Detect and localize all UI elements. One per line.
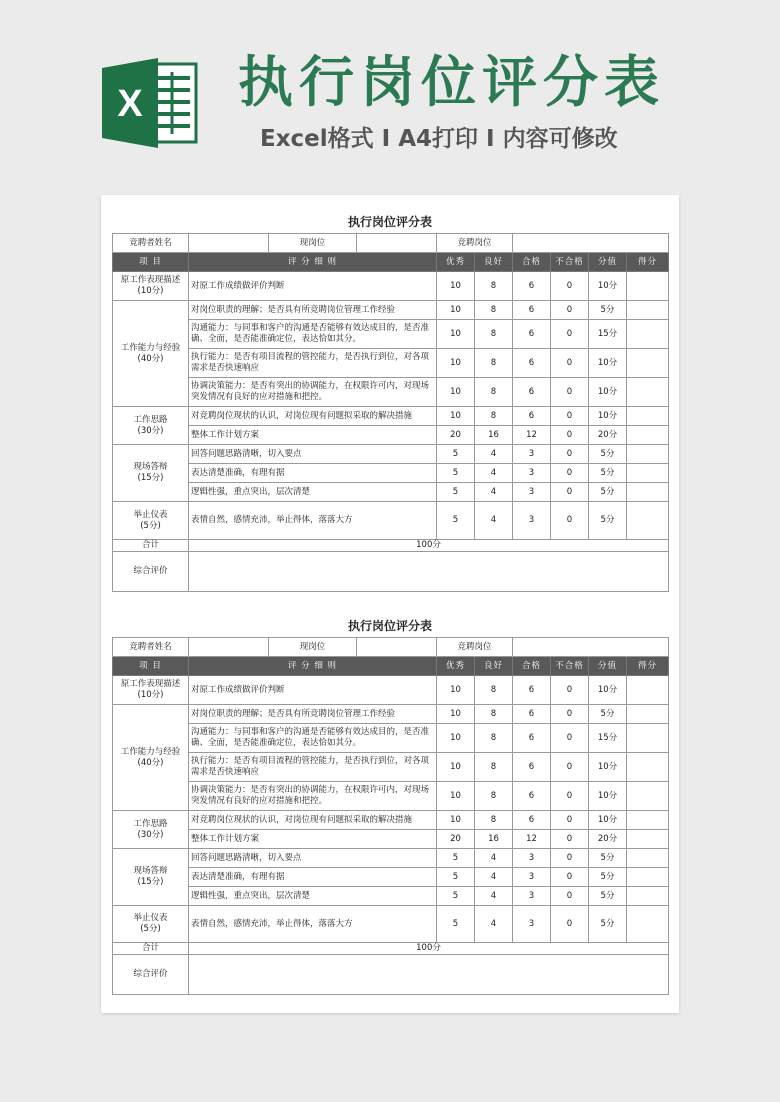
svg-text:X: X [117, 83, 143, 125]
criteria-cell: 对原工作成绩做评价判断 [189, 676, 437, 705]
good-cell: 16 [475, 426, 513, 445]
table-row [113, 483, 669, 502]
total-value: 100分 [189, 540, 669, 552]
table-row [113, 502, 669, 540]
excellent-cell: 10 [437, 753, 475, 782]
result-cell[interactable] [627, 378, 669, 407]
pass-cell: 6 [513, 705, 551, 724]
criteria-cell: 表情自然，感情充沛，举止得体，落落大方 [189, 906, 437, 943]
category-cell: 举止仪表 (5分) [113, 502, 189, 540]
fail-cell: 0 [551, 676, 589, 705]
criteria-cell: 沟通能力：与同事和客户的沟通是否能够有效达成目的，是否准确、全面，是否能准确定位，表达恰如其分。 [189, 724, 437, 753]
excellent-cell: 10 [437, 676, 475, 705]
table-row [113, 349, 669, 378]
fail-cell: 0 [551, 349, 589, 378]
excellent-cell: 5 [437, 887, 475, 906]
result-cell[interactable] [627, 782, 669, 811]
fail-cell: 0 [551, 868, 589, 887]
page-subtitle: Excel格式 I A4打印 I 内容可修改 [260, 126, 618, 152]
criteria-cell: 逻辑性强，重点突出，层次清楚 [189, 483, 437, 502]
excellent-cell: 5 [437, 849, 475, 868]
criteria-cell: 对原工作成绩做评价判断 [189, 272, 437, 301]
result-cell[interactable] [627, 887, 669, 906]
good-cell: 4 [475, 483, 513, 502]
score-cell: 10分 [589, 378, 627, 407]
good-cell: 4 [475, 849, 513, 868]
score-cell: 5分 [589, 464, 627, 483]
good-cell: 16 [475, 830, 513, 849]
category-cell: 现场答辩 (15分) [113, 445, 189, 502]
criteria-cell: 回答问题思路清晰，切入要点 [189, 445, 437, 464]
pass-cell: 12 [513, 426, 551, 445]
score-cell: 5分 [589, 483, 627, 502]
result-cell[interactable] [627, 464, 669, 483]
fail-cell: 0 [551, 906, 589, 943]
table-row [113, 407, 669, 426]
pass-cell: 3 [513, 483, 551, 502]
total-row [113, 943, 669, 955]
excellent-cell: 5 [437, 502, 475, 540]
result-cell[interactable] [627, 407, 669, 426]
score-cell: 15分 [589, 320, 627, 349]
pass-cell: 3 [513, 868, 551, 887]
col-score: 分值 [589, 253, 627, 272]
col-fail: 不合格 [551, 253, 589, 272]
applicant-name-cell[interactable] [189, 638, 269, 657]
col-criteria: 评 分 细 则 [189, 657, 437, 676]
result-cell[interactable] [627, 753, 669, 782]
excellent-cell: 5 [437, 868, 475, 887]
score-cell: 10分 [589, 811, 627, 830]
fail-cell: 0 [551, 301, 589, 320]
criteria-cell: 回答问题思路清晰，切入要点 [189, 849, 437, 868]
category-cell: 原工作表现描述 (10分) [113, 676, 189, 705]
score-table [112, 637, 669, 995]
fail-cell: 0 [551, 887, 589, 906]
info-row [113, 638, 669, 657]
criteria-cell: 对竞聘岗位现状的认识，对岗位现有问题拟采取的解决措施 [189, 811, 437, 830]
good-cell: 8 [475, 349, 513, 378]
good-cell: 8 [475, 407, 513, 426]
fail-cell: 0 [551, 272, 589, 301]
criteria-cell: 对岗位职责的理解；是否具有所竞聘岗位管理工作经验 [189, 301, 437, 320]
result-cell[interactable] [627, 724, 669, 753]
pass-cell: 6 [513, 378, 551, 407]
result-cell[interactable] [627, 906, 669, 943]
fail-cell: 0 [551, 811, 589, 830]
criteria-cell: 对岗位职责的理解；是否具有所竞聘岗位管理工作经验 [189, 705, 437, 724]
score-cell: 10分 [589, 676, 627, 705]
result-cell[interactable] [627, 426, 669, 445]
good-cell: 4 [475, 887, 513, 906]
col-item: 项 目 [113, 253, 189, 272]
excellent-cell: 10 [437, 724, 475, 753]
good-cell: 8 [475, 272, 513, 301]
pass-cell: 6 [513, 272, 551, 301]
score-cell: 20分 [589, 426, 627, 445]
excellent-cell: 10 [437, 320, 475, 349]
good-cell: 4 [475, 868, 513, 887]
category-cell: 举止仪表 (5分) [113, 906, 189, 943]
table-header [113, 253, 669, 272]
col-criteria: 评 分 细 则 [189, 253, 437, 272]
fail-cell: 0 [551, 753, 589, 782]
result-cell[interactable] [627, 502, 669, 540]
score-cell: 5分 [589, 705, 627, 724]
target-post-cell[interactable] [513, 638, 669, 657]
good-cell: 8 [475, 811, 513, 830]
score-cell: 5分 [589, 301, 627, 320]
col-fail: 不合格 [551, 657, 589, 676]
banner [0, 0, 780, 190]
table-row [113, 830, 669, 849]
fail-cell: 0 [551, 426, 589, 445]
current-post-cell[interactable] [357, 234, 437, 253]
form-title: 执行岗位评分表 [347, 619, 432, 633]
overall-label: 综合评价 [113, 552, 189, 592]
criteria-cell: 对竞聘岗位现状的认识，对岗位现有问题拟采取的解决措施 [189, 407, 437, 426]
score-form-1 [112, 211, 668, 592]
good-cell: 8 [475, 724, 513, 753]
criteria-cell: 整体工作计划方案 [189, 830, 437, 849]
result-cell[interactable] [627, 705, 669, 724]
score-cell: 10分 [589, 753, 627, 782]
col-excellent: 优秀 [437, 253, 475, 272]
excellent-cell: 10 [437, 407, 475, 426]
col-result: 得分 [627, 253, 669, 272]
good-cell: 8 [475, 782, 513, 811]
category-cell: 工作能力与经验 (40分) [113, 301, 189, 407]
score-cell: 10分 [589, 272, 627, 301]
fail-cell: 0 [551, 407, 589, 426]
pass-cell: 3 [513, 849, 551, 868]
table-row [113, 320, 669, 349]
result-cell[interactable] [627, 483, 669, 502]
col-pass: 合格 [513, 253, 551, 272]
score-cell: 10分 [589, 349, 627, 378]
excellent-cell: 5 [437, 445, 475, 464]
fail-cell: 0 [551, 320, 589, 349]
pass-cell: 12 [513, 830, 551, 849]
pass-cell: 6 [513, 349, 551, 378]
fail-cell: 0 [551, 724, 589, 753]
good-cell: 4 [475, 445, 513, 464]
criteria-cell: 整体工作计划方案 [189, 426, 437, 445]
good-cell: 4 [475, 502, 513, 540]
table-row [113, 724, 669, 753]
good-cell: 4 [475, 906, 513, 943]
category-cell: 现场答辩 (15分) [113, 849, 189, 906]
page-title: 执行岗位评分表 [238, 50, 666, 114]
result-cell[interactable] [627, 349, 669, 378]
pass-cell: 6 [513, 407, 551, 426]
criteria-cell: 沟通能力：与同事和客户的沟通是否能够有效达成目的，是否准确、全面，是否能准确定位，表达恰如其分。 [189, 320, 437, 349]
good-cell: 8 [475, 378, 513, 407]
excellent-cell: 10 [437, 272, 475, 301]
table-row [113, 753, 669, 782]
result-cell[interactable] [627, 445, 669, 464]
category-cell: 原工作表现描述 (10分) [113, 272, 189, 301]
total-value: 100分 [189, 943, 669, 955]
applicant-label: 竞聘者姓名 [113, 638, 189, 657]
excellent-cell: 10 [437, 705, 475, 724]
target-post-cell[interactable] [513, 234, 669, 253]
pass-cell: 6 [513, 782, 551, 811]
col-good: 良好 [475, 657, 513, 676]
criteria-cell: 执行能力：是否有项目流程的管控能力，是否执行到位，对各项需求是否快速响应 [189, 349, 437, 378]
table-row [113, 426, 669, 445]
fail-cell: 0 [551, 502, 589, 540]
col-pass: 合格 [513, 657, 551, 676]
table-row [113, 849, 669, 868]
overall-cell[interactable] [189, 955, 669, 995]
score-form-2 [112, 615, 668, 995]
table-row [113, 272, 669, 301]
good-cell: 8 [475, 705, 513, 724]
score-cell: 5分 [589, 445, 627, 464]
criteria-cell: 逻辑性强，重点突出，层次清楚 [189, 887, 437, 906]
category-cell: 工作能力与经验 (40分) [113, 705, 189, 811]
info-row [113, 234, 669, 253]
good-cell: 8 [475, 753, 513, 782]
criteria-cell: 协调决策能力：是否有突出的协调能力，在权限许可内，对现场突发情况有良好的应对措施和把控。 [189, 782, 437, 811]
score-cell: 5分 [589, 868, 627, 887]
result-cell[interactable] [627, 830, 669, 849]
table-row [113, 378, 669, 407]
col-good: 良好 [475, 253, 513, 272]
fail-cell: 0 [551, 782, 589, 811]
result-cell[interactable] [627, 868, 669, 887]
table-row [113, 676, 669, 705]
category-cell: 工作思路 (30分) [113, 811, 189, 849]
criteria-cell: 执行能力：是否有项目流程的管控能力，是否执行到位，对各项需求是否快速响应 [189, 753, 437, 782]
pass-cell: 6 [513, 320, 551, 349]
result-cell[interactable] [627, 320, 669, 349]
excellent-cell: 5 [437, 906, 475, 943]
fail-cell: 0 [551, 483, 589, 502]
category-cell: 工作思路 (30分) [113, 407, 189, 445]
criteria-cell: 协调决策能力：是否有突出的协调能力，在权限许可内，对现场突发情况有良好的应对措施和把控。 [189, 378, 437, 407]
fail-cell: 0 [551, 378, 589, 407]
fail-cell: 0 [551, 445, 589, 464]
excellent-cell: 10 [437, 301, 475, 320]
criteria-cell: 表达清楚准确，有理有据 [189, 464, 437, 483]
pass-cell: 3 [513, 445, 551, 464]
current-post-label: 现岗位 [269, 638, 357, 657]
overall-cell[interactable] [189, 552, 669, 592]
result-cell[interactable] [627, 301, 669, 320]
criteria-cell: 表达清楚准确，有理有据 [189, 868, 437, 887]
col-excellent: 优秀 [437, 657, 475, 676]
result-cell[interactable] [627, 676, 669, 705]
table-row [113, 782, 669, 811]
overall-label: 综合评价 [113, 955, 189, 995]
fail-cell: 0 [551, 830, 589, 849]
form-title: 执行岗位评分表 [347, 215, 432, 229]
spreadsheet-page [101, 195, 679, 1013]
table-row [113, 464, 669, 483]
col-item: 项 目 [113, 657, 189, 676]
table-row [113, 301, 669, 320]
good-cell: 8 [475, 676, 513, 705]
current-post-label: 现岗位 [269, 234, 357, 253]
score-table [112, 233, 669, 592]
table-row [113, 445, 669, 464]
pass-cell: 6 [513, 301, 551, 320]
applicant-name-cell[interactable] [189, 234, 269, 253]
col-score: 分值 [589, 657, 627, 676]
good-cell: 4 [475, 464, 513, 483]
overall-row [113, 552, 669, 592]
overall-row [113, 955, 669, 995]
total-label: 合计 [113, 540, 189, 552]
excellent-cell: 20 [437, 830, 475, 849]
good-cell: 8 [475, 320, 513, 349]
col-result: 得分 [627, 657, 669, 676]
score-cell: 5分 [589, 502, 627, 540]
pass-cell: 3 [513, 887, 551, 906]
excellent-cell: 5 [437, 464, 475, 483]
result-cell[interactable] [627, 811, 669, 830]
excellent-cell: 20 [437, 426, 475, 445]
score-cell: 5分 [589, 849, 627, 868]
pass-cell: 6 [513, 811, 551, 830]
table-row [113, 887, 669, 906]
excellent-cell: 10 [437, 349, 475, 378]
pass-cell: 3 [513, 464, 551, 483]
applicant-label: 竞聘者姓名 [113, 234, 189, 253]
pass-cell: 3 [513, 906, 551, 943]
score-cell: 5分 [589, 887, 627, 906]
table-row [113, 868, 669, 887]
fail-cell: 0 [551, 705, 589, 724]
excellent-cell: 5 [437, 483, 475, 502]
target-post-label: 竞聘岗位 [437, 234, 513, 253]
score-cell: 10分 [589, 782, 627, 811]
score-cell: 5分 [589, 906, 627, 943]
pass-cell: 6 [513, 676, 551, 705]
total-label: 合计 [113, 943, 189, 955]
excellent-cell: 10 [437, 782, 475, 811]
fail-cell: 0 [551, 464, 589, 483]
pass-cell: 3 [513, 502, 551, 540]
score-cell: 10分 [589, 407, 627, 426]
pass-cell: 6 [513, 724, 551, 753]
score-cell: 15分 [589, 724, 627, 753]
result-cell[interactable] [627, 272, 669, 301]
excellent-cell: 10 [437, 378, 475, 407]
current-post-cell[interactable] [357, 638, 437, 657]
criteria-cell: 表情自然，感情充沛，举止得体，落落大方 [189, 502, 437, 540]
total-row [113, 540, 669, 552]
table-row [113, 705, 669, 724]
target-post-label: 竞聘岗位 [437, 638, 513, 657]
excel-icon [100, 56, 200, 150]
table-row [113, 906, 669, 943]
excellent-cell: 10 [437, 811, 475, 830]
good-cell: 8 [475, 301, 513, 320]
fail-cell: 0 [551, 849, 589, 868]
table-row [113, 811, 669, 830]
pass-cell: 6 [513, 753, 551, 782]
score-cell: 20分 [589, 830, 627, 849]
table-header [113, 657, 669, 676]
result-cell[interactable] [627, 849, 669, 868]
